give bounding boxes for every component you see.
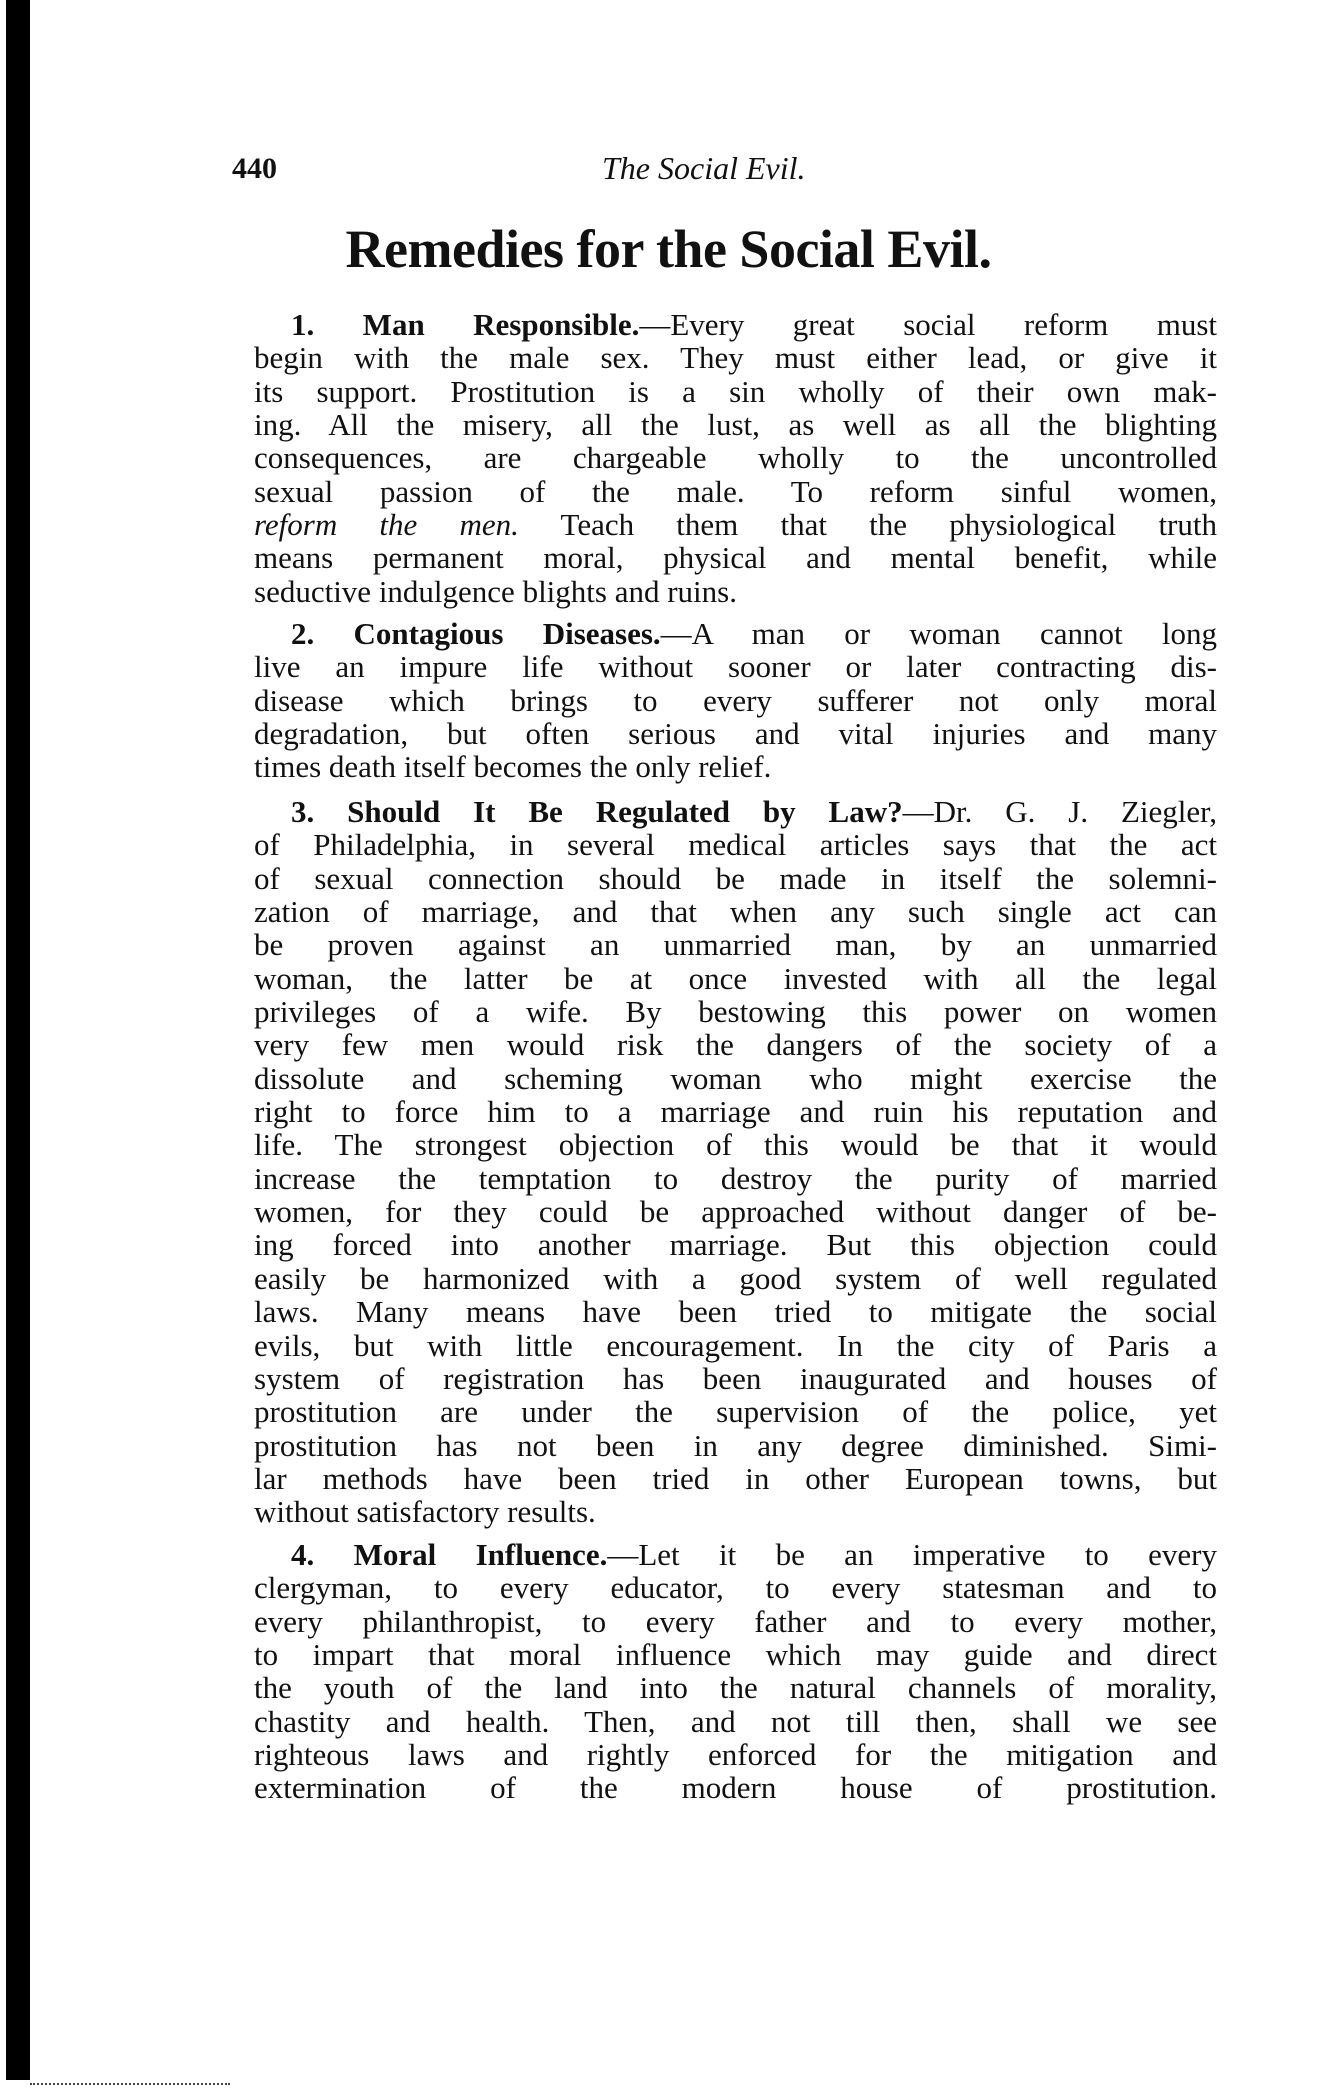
paragraph-contagious-diseases <box>254 617 1217 784</box>
line-text: —Let it be an imperative to every <box>607 1537 1218 1572</box>
text-line: easily be harmonized with a good system of well regulated <box>254 1260 1217 1296</box>
text-line: life. The strongest objection of this would be that it would <box>254 1127 1217 1163</box>
text-line: begin with the male sex. They must either lead, or give it <box>254 340 1217 376</box>
text-line <box>254 617 1217 650</box>
page-number: 440 <box>232 152 277 185</box>
text-line: consequences, are chargeable wholly to the uncontrolled <box>254 440 1217 476</box>
text-line: women, for they could be approached without danger of be- <box>254 1194 1217 1230</box>
text-line: woman, the latter be at once invested with all the legal <box>254 960 1217 996</box>
text-line: ing. All the misery, all the lust, as well as all the blighting <box>254 407 1217 443</box>
text-line: to impart that moral influence which may guide and direct <box>254 1637 1217 1673</box>
text-line: degradation, but often serious and vital injuries and many <box>254 716 1217 752</box>
text-line: without satisfactory results. <box>254 1494 596 1530</box>
text-line: lar methods have been tried in other European towns, but <box>254 1460 1217 1496</box>
paragraph-man-responsible <box>254 308 1217 608</box>
text-line: dissolute and scheming woman who might exercise the <box>254 1060 1217 1096</box>
text-line: righteous laws and rightly enforced for the mitigation and <box>254 1737 1217 1773</box>
text-line: of sexual connection should be made in itself the solemni- <box>254 860 1217 896</box>
line-text: Teach them that the physiological truth <box>518 507 1217 543</box>
text-line: sexual passion of the male. To reform sinful women, <box>254 473 1217 509</box>
paragraph-moral-influence <box>254 1538 1217 1805</box>
scan-binding-edge <box>6 0 30 2080</box>
text-line: prostitution are under the supervision of the police, yet <box>254 1394 1217 1430</box>
text-line: right to force him to a marriage and ruin his reputation and <box>254 1094 1217 1130</box>
text-line: prostitution has not been in any degree diminished. Simi- <box>254 1427 1217 1463</box>
section-heading: 3. Should It Be Regulated by Law? <box>291 794 903 829</box>
text-line: system of registration has been inaugurated and houses of <box>254 1360 1217 1396</box>
section-heading: 2. Contagious Diseases. <box>291 616 661 651</box>
text-line: means permanent moral, physical and mental benefit, while <box>254 540 1217 576</box>
page-title: Remedies for the Social Evil. <box>345 219 992 279</box>
text-line: ing forced into another marriage. But this objection could <box>254 1227 1217 1263</box>
emphasis-text: reform the men. <box>254 507 519 543</box>
paragraph-regulated-by-law <box>254 795 1217 1529</box>
text-line: clergyman, to every educator, to every statesman and to <box>254 1570 1217 1606</box>
text-line: every philanthropist, to every father and to every mother, <box>254 1603 1217 1639</box>
running-head: The Social Evil. <box>602 150 806 186</box>
text-line: chastity and health. Then, and not till then, shall we see <box>254 1703 1217 1739</box>
line-text: —A man or woman cannot long <box>660 616 1217 651</box>
text-line: seductive indulgence blights and ruins. <box>254 573 737 609</box>
text-line: extermination of the modern house of prostitution. <box>254 1770 1217 1806</box>
text-line <box>254 308 1217 341</box>
line-text: —Every great social reform must <box>639 307 1218 342</box>
text-line: laws. Many means have been tried to mitigate the social <box>254 1294 1217 1330</box>
text-line: be proven against an unmarried man, by an unmarried <box>254 927 1217 963</box>
text-line <box>254 795 1217 828</box>
text-line <box>254 508 1217 541</box>
scan-page-edge <box>30 2083 230 2087</box>
text-line: increase the temptation to destroy the purity of married <box>254 1160 1217 1196</box>
text-line <box>254 1538 1217 1571</box>
line-text: —Dr. G. J. Ziegler, <box>902 794 1218 829</box>
text-line: of Philadelphia, in several medical articles says that the act <box>254 827 1217 863</box>
text-line: very few men would risk the dangers of the society of a <box>254 1027 1217 1063</box>
section-heading: 4. Moral Influence. <box>291 1537 608 1572</box>
text-line: the youth of the land into the natural channels of morality, <box>254 1670 1217 1706</box>
text-line: its support. Prostitution is a sin wholly of their own mak- <box>254 373 1217 409</box>
text-line: privileges of a wife. By bestowing this power on women <box>254 994 1217 1030</box>
text-line: times death itself becomes the only relief. <box>254 749 772 785</box>
text-line: disease which brings to every sufferer not only moral <box>254 682 1217 718</box>
text-line: evils, but with little encouragement. In the city of Paris a <box>254 1327 1217 1363</box>
text-line: zation of marriage, and that when any such single act can <box>254 894 1217 930</box>
section-heading: 1. Man Responsible. <box>291 307 640 342</box>
text-line: live an impure life without sooner or later contracting dis- <box>254 649 1217 685</box>
